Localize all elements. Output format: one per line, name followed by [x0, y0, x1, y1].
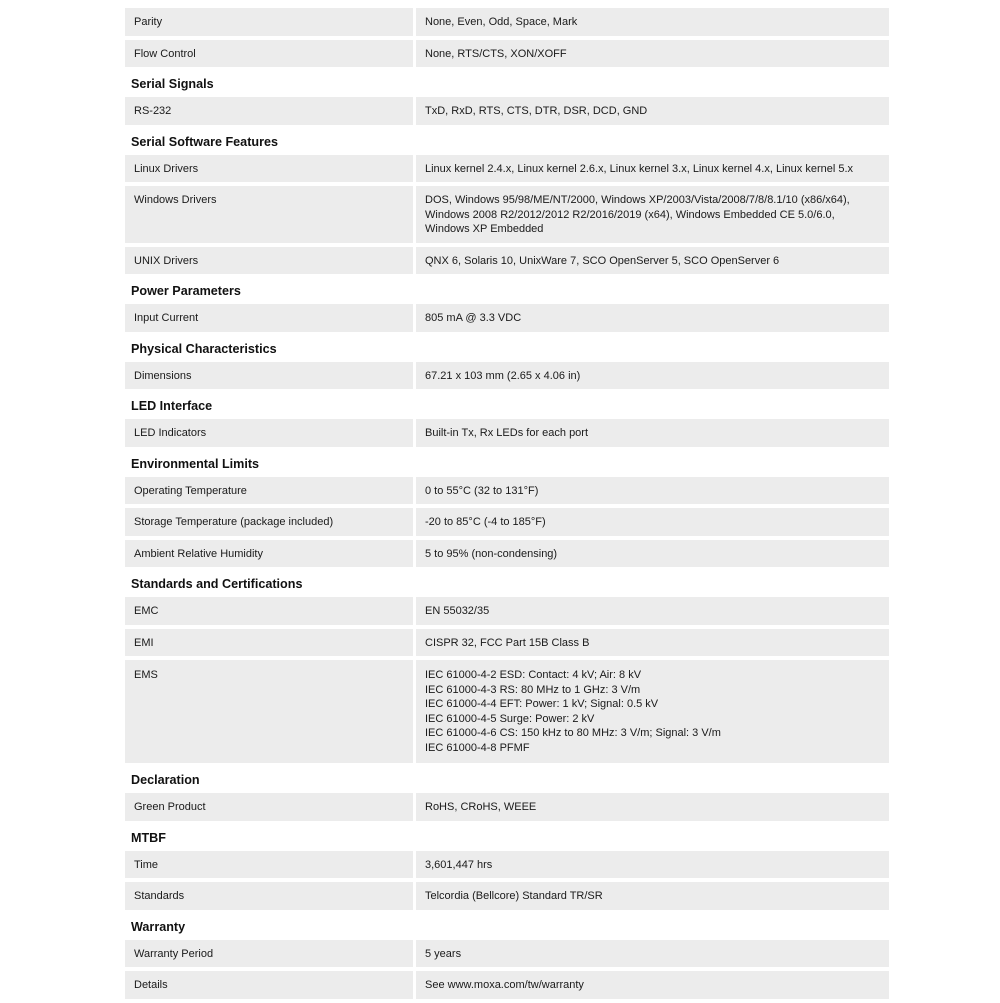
spec-section	[125, 8, 889, 67]
section-heading: Serial Signals	[131, 77, 214, 91]
spec-label: Input Current	[125, 304, 413, 332]
section-heading: Physical Characteristics	[131, 341, 277, 356]
spec-row	[125, 247, 889, 275]
spec-row	[125, 660, 889, 763]
spec-value: Telcordia (Bellcore) Standard TR/SR	[416, 882, 889, 910]
spec-value: 3,601,447 hrs	[416, 851, 889, 879]
spec-row	[125, 40, 889, 68]
spec-label: Linux Drivers	[125, 155, 413, 183]
spec-value: 805 mA @ 3.3 VDC	[416, 304, 889, 332]
spec-section	[125, 571, 889, 763]
section-heading: Standards and Certifications	[131, 577, 303, 591]
spec-row	[125, 597, 889, 625]
spec-value: IEC 61000-4-2 ESD: Contact: 4 kV; Air: 8 kV IEC 61000-4-3 RS: 80 MHz to 1 GHz: 3 V/m IEC 61000-4-4 EFT: Power: 1 kV; Signal: 0.5 kV IEC 61000-4-5 Surge: Power: 2 kV IEC 61000-4-6 CS: 150 kHz to 80 MHz: 3 V/m; Signal: 3 V/m IEC 61000-4-8 PFMF	[416, 660, 889, 763]
spec-section	[125, 393, 889, 447]
spec-section	[125, 278, 889, 332]
spec-value: 5 years	[416, 940, 889, 968]
spec-row	[125, 419, 889, 447]
spec-value: 5 to 95% (non-condensing)	[416, 540, 889, 568]
spec-section	[125, 336, 889, 390]
section-heading: Serial Software Features	[131, 134, 278, 149]
spec-label: Flow Control	[125, 40, 413, 68]
spec-row	[125, 304, 889, 332]
spec-value: -20 to 85°C (-4 to 185°F)	[416, 508, 889, 536]
spec-sheet	[125, 8, 889, 1003]
spec-label: Windows Drivers	[125, 186, 413, 243]
spec-label: Standards	[125, 882, 413, 910]
spec-row	[125, 155, 889, 183]
spec-label: Parity	[125, 8, 413, 36]
spec-label: LED Indicators	[125, 419, 413, 447]
spec-label: Details	[125, 971, 413, 999]
spec-row	[125, 540, 889, 568]
spec-label: EMI	[125, 629, 413, 657]
spec-label: Time	[125, 851, 413, 879]
spec-section	[125, 451, 889, 568]
spec-section	[125, 767, 889, 821]
spec-value: Built-in Tx, Rx LEDs for each port	[416, 419, 889, 447]
spec-row	[125, 508, 889, 536]
spec-value: Linux kernel 2.4.x, Linux kernel 2.6.x, Linux kernel 3.x, Linux kernel 4.x, Linux kernel 5.x	[416, 155, 889, 183]
spec-value: TxD, RxD, RTS, CTS, DTR, DSR, DCD, GND	[416, 97, 889, 125]
spec-section	[125, 71, 889, 125]
section-heading: MTBF	[131, 830, 166, 845]
section-heading: LED Interface	[131, 399, 213, 413]
spec-label: Green Product	[125, 793, 413, 821]
spec-section	[125, 129, 889, 275]
spec-label: Storage Temperature (package included)	[125, 508, 413, 536]
spec-label: Warranty Period	[125, 940, 413, 968]
spec-value: EN 55032/35	[416, 597, 889, 625]
spec-section	[125, 825, 889, 910]
spec-row	[125, 362, 889, 390]
spec-row	[125, 97, 889, 125]
spec-row	[125, 851, 889, 879]
spec-value: 0 to 55°C (32 to 131°F)	[416, 477, 889, 505]
spec-value: See www.moxa.com/tw/warranty	[416, 971, 889, 999]
spec-value: RoHS, CRoHS, WEEE	[416, 793, 889, 821]
spec-label: Ambient Relative Humidity	[125, 540, 413, 568]
spec-label: Operating Temperature	[125, 477, 413, 505]
spec-value: None, Even, Odd, Space, Mark	[416, 8, 889, 36]
spec-label: EMC	[125, 597, 413, 625]
spec-label: RS-232	[125, 97, 413, 125]
spec-row	[125, 629, 889, 657]
section-heading: Power Parameters	[131, 284, 241, 298]
section-heading: Warranty	[131, 919, 186, 934]
spec-value: QNX 6, Solaris 10, UnixWare 7, SCO OpenServer 5, SCO OpenServer 6	[416, 247, 889, 275]
spec-label: UNIX Drivers	[125, 247, 413, 275]
spec-label: EMS	[125, 660, 413, 763]
spec-value: DOS, Windows 95/98/ME/NT/2000, Windows XP/2003/Vista/2008/7/8/8.1/10 (x86/x64), Windows 2008 R2/2012/2012 R2/2016/2019 (x64), Windows Embedded CE 5.0/6.0, Windows XP Embedded	[416, 186, 889, 243]
spec-value: 67.21 x 103 mm (2.65 x 4.06 in)	[416, 362, 889, 390]
spec-row	[125, 793, 889, 821]
spec-row	[125, 882, 889, 910]
spec-value: CISPR 32, FCC Part 15B Class B	[416, 629, 889, 657]
spec-value: None, RTS/CTS, XON/XOFF	[416, 40, 889, 68]
spec-row	[125, 8, 889, 36]
section-heading: Declaration	[131, 773, 200, 787]
spec-label: Dimensions	[125, 362, 413, 390]
spec-section	[125, 914, 889, 999]
spec-row	[125, 186, 889, 243]
spec-row	[125, 940, 889, 968]
section-heading: Environmental Limits	[131, 456, 260, 471]
spec-row	[125, 477, 889, 505]
spec-row	[125, 971, 889, 999]
